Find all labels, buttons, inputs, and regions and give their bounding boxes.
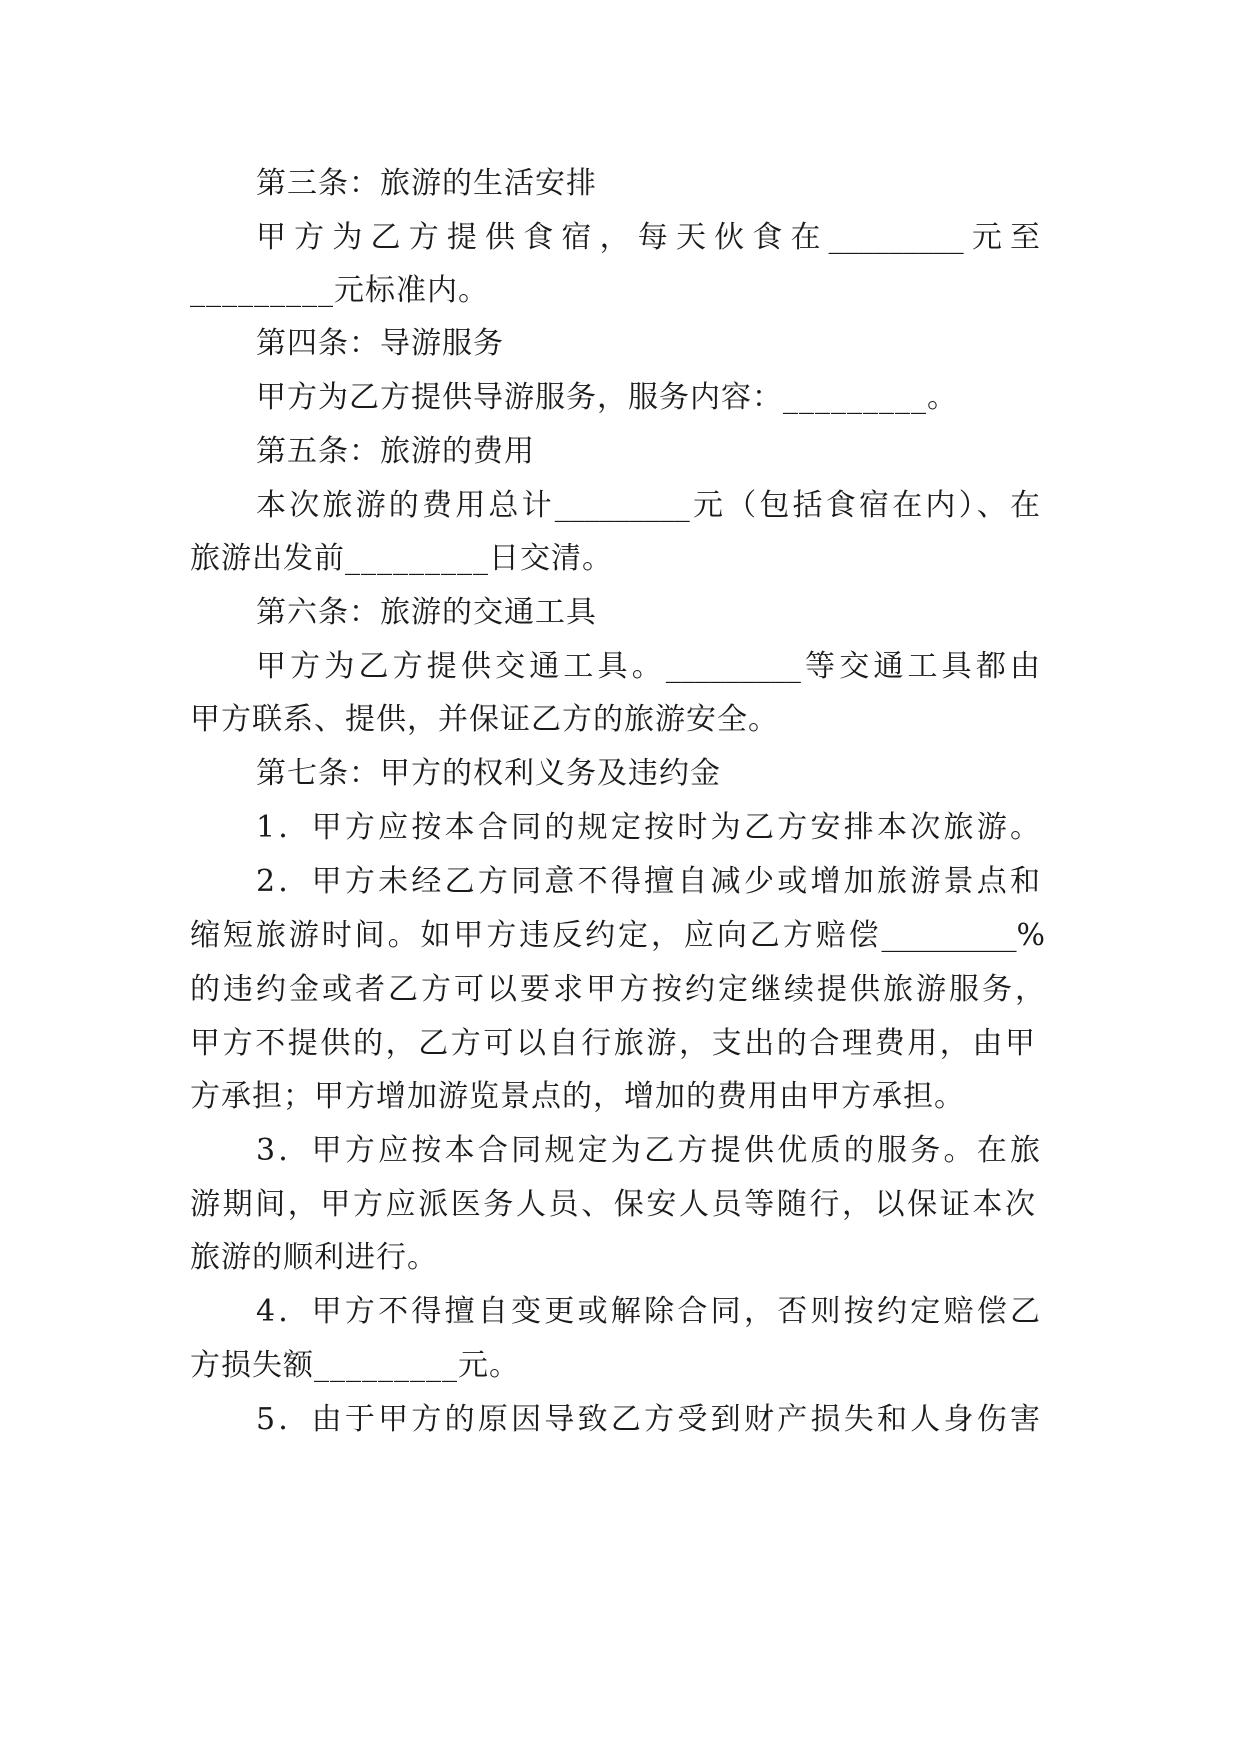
article-7-item-2-line-1: 2．甲方未经乙方同意不得擅自减少或增加旅游景点和 [256, 864, 1040, 899]
article-3-text-line-1: 甲方为乙方提供食宿，每天伙食在_________元至 [256, 220, 1040, 255]
article-5-text-line-2: 旅游出发前_________日交清。 [190, 541, 613, 576]
article-3-text-line-2: _________元标准内。 [190, 273, 489, 308]
article-7-heading: 第七条：甲方的权利义务及违约金 [256, 756, 721, 791]
article-7-item-3-line-3: 旅游的顺利进行。 [190, 1240, 438, 1275]
article-4-text-line-1: 甲方为乙方提供导游服务，服务内容：_________。 [256, 380, 958, 415]
article-7-item-3-line-2: 游期间，甲方应派医务人员、保安人员等随行，以保证本次 [190, 1187, 1035, 1222]
article-7-item-2-line-5: 方承担；甲方增加游览景点的，增加的费用由甲方承担。 [190, 1079, 965, 1114]
article-4-heading: 第四条：导游服务 [256, 326, 504, 361]
article-7-item-2-line-3: 的违约金或者乙方可以要求甲方按约定继续提供旅游服务， [190, 972, 1045, 1007]
article-7-item-1: 1．甲方应按本合同的规定按时为乙方安排本次旅游。 [256, 810, 1040, 845]
article-7-item-2-line-2: 缩短旅游时间。如甲方违反约定，应向乙方赔偿_________% [190, 918, 1045, 953]
article-3-heading: 第三条：旅游的生活安排 [256, 166, 597, 201]
article-6-heading: 第六条：旅游的交通工具 [256, 595, 597, 630]
article-5-text-line-1: 本次旅游的费用总计_________元（包括食宿在内）、在 [256, 488, 1040, 523]
article-6-text-line-1: 甲方为乙方提供交通工具。_________等交通工具都由 [256, 649, 1040, 684]
article-6-text-line-2: 甲方联系、提供，并保证乙方的旅游安全。 [190, 702, 779, 737]
article-7-item-4-line-1: 4．甲方不得擅自变更或解除合同，否则按约定赔偿乙 [256, 1294, 1040, 1329]
article-7-item-2-line-4: 甲方不提供的，乙方可以自行旅游，支出的合理费用，由甲 [190, 1026, 1035, 1061]
article-7-item-5-line-1: 5．由于甲方的原因导致乙方受到财产损失和人身伤害 [256, 1402, 1040, 1437]
article-5-heading: 第五条：旅游的费用 [256, 434, 535, 469]
article-7-item-3-line-1: 3．甲方应按本合同规定为乙方提供优质的服务。在旅 [256, 1133, 1040, 1168]
article-7-item-4-line-2: 方损失额_________元。 [190, 1348, 520, 1383]
